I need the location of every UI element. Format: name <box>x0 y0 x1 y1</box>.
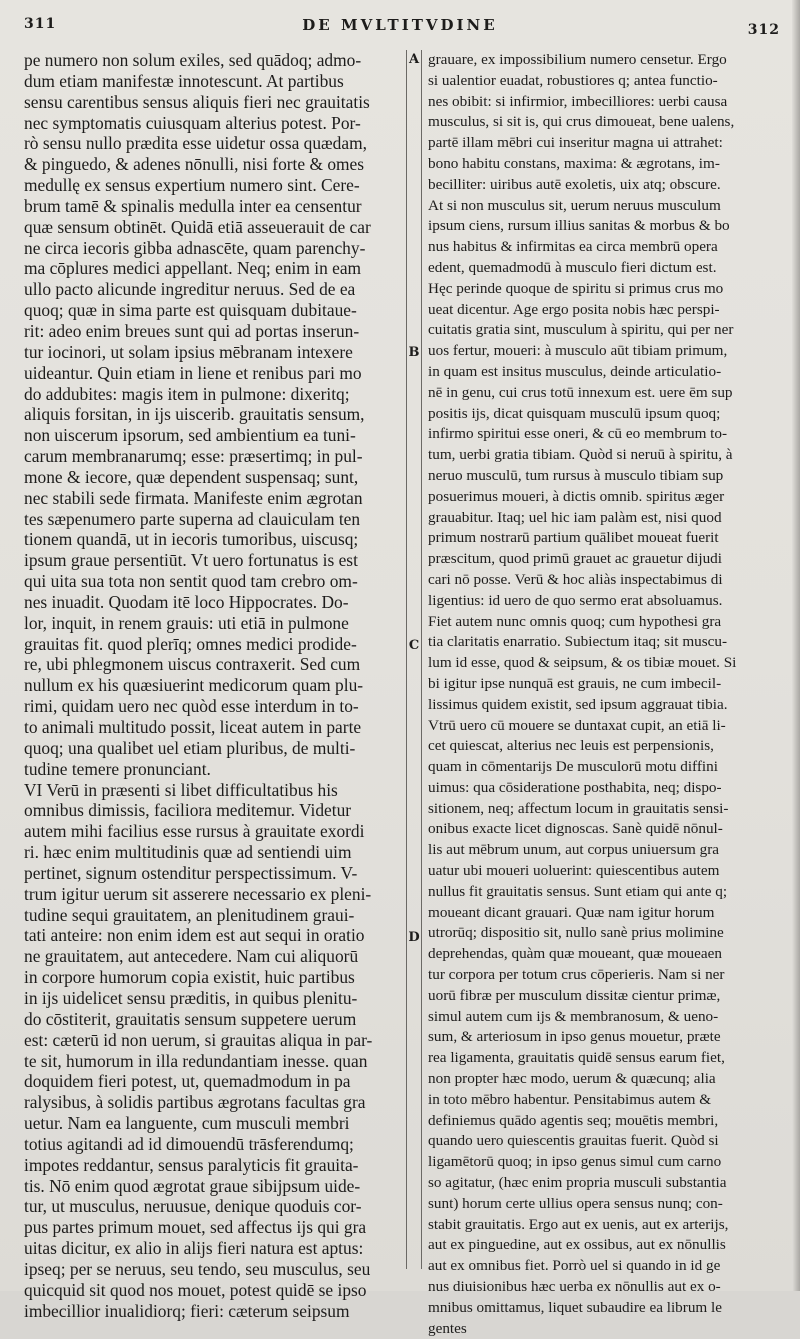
text-line: ullo pacto alicunde ingreditur neruus. Sed de ea <box>24 279 356 300</box>
text-line: neruo musculū, tum rursus à musculo tibiam sup <box>428 466 724 484</box>
text-line: imbecillior inualidiorq; fieri: cæterum seipsum <box>24 1300 350 1321</box>
text-line: præscitum, quod primū grauet ac grauetur dijudi <box>428 550 722 568</box>
text-line: moueant dicant grauari. Quæ nam igitur horum <box>428 903 715 921</box>
text-line: partē illam mēbri cui inseritur magna ui attrahet: <box>428 134 723 152</box>
running-title: DE MVLTITVDINE <box>302 16 498 34</box>
text-line: ipsum ciens, rursum illius sanitas & morbus & bo <box>428 217 730 235</box>
text-line: impotes reddantur, sensus paralyticis fit grauita- <box>24 1154 359 1175</box>
text-line: becilliter: uiribus autē exoletis, uix atq; obscure. <box>428 175 721 193</box>
text-line: tes sæpenumero parte superna ad clauiculam ten <box>24 508 361 529</box>
text-line: brum tamē & spinalis medulla inter ea censentur <box>24 195 362 216</box>
text-line: quoq; quæ in sima parte est quisquam dubitaue- <box>24 300 357 321</box>
text-line: in toto mēbro habentur. Pensitabimus autem & <box>428 1090 712 1108</box>
text-line: ligamētorū quoq; in ipso genus simul cum carno <box>428 1153 722 1171</box>
text-line: grauitas fit. quod plerīq; omnes medici prodide- <box>24 633 357 654</box>
text-line: est: cæterū id non uerum, si grauitas aliqua in par- <box>24 1029 373 1050</box>
text-line: ralysibus, à solidis partibus ægrotans facultas gra <box>24 1092 366 1113</box>
margin-marker-a: A <box>408 52 420 67</box>
text-line: mnibus omittamus, liquet subaudire ea librum le <box>428 1298 722 1316</box>
text-line: cari nō posse. Verū & hoc aliàs inspectabimus di <box>428 570 723 588</box>
text-line: quam in cōmentarijs De musculorū motu diffini <box>428 758 718 776</box>
text-line: posuerimus moueri, à dictis omnib. spiritus æger <box>428 487 725 505</box>
column-rule-left <box>406 50 407 1269</box>
text-line: rò sensu nullo prædita esse uidetur ossa quædam, <box>24 133 367 154</box>
text-line: totius agitandi ad id dimouendū trāsferendumq; <box>24 1133 354 1154</box>
text-line: quæ sensum obtinēt. Quidā etiā asseuerauit de car <box>24 216 371 237</box>
text-line: to animali multitudo possit, liceat autem in parte <box>24 717 362 737</box>
text-line: tati anteire: non enim idem est aut sequi in oratio <box>24 925 365 946</box>
text-line: aut ex omnibus fiet. Porrò uel si quando in id ge <box>428 1257 721 1275</box>
text-line: omnibus dimissis, faciliora meditemur. Videtur <box>24 800 352 821</box>
text-line: rit: adeo enim breues sunt qui ad portas inserun- <box>24 320 360 341</box>
text-line: pe numero non solum exiles, sed quādoq; admo- <box>24 50 362 70</box>
text-line: ma cōplures medici appellant. Neq; enim in eam <box>24 258 362 279</box>
right-text-column <box>428 50 788 1339</box>
text-line: utrorūq; dispositio sit, nullo sanè prius molimine <box>428 924 724 942</box>
text-line: infirmo spiritui esse oneri, & cū eo membrum to- <box>428 425 728 443</box>
margin-marker-c: C <box>408 638 420 653</box>
text-line: quicquid sit quod nos mouet, potest quidē se ipso <box>24 1279 367 1300</box>
text-line: ne circa iecoris gibba adnascēte, quam parenchy- <box>24 237 366 258</box>
text-line: & pinguedo, & adenes nōnulli, nisi forte & omes <box>24 154 365 175</box>
text-line: rimi, quidam uero nec quòd esse interdum in to- <box>24 696 359 717</box>
page-edge-shadow <box>792 0 800 1291</box>
text-line: pus partes primum mouet, sed affectus ijs qui gra <box>24 1217 367 1238</box>
text-line: bono habitu constans, maxima: & ægrotans, im- <box>428 154 720 172</box>
text-line: autem mihi facilius esse rursus à grauitate exordi <box>24 821 365 842</box>
text-line: medullę ex sensus expertium numero sint. Cere- <box>24 175 360 196</box>
text-line: quoq; una qualibet uel etiam pluribus, de multi- <box>24 737 356 758</box>
margin-marker-b: B <box>408 345 420 360</box>
text-line: simul autem cum ijs & membranosum, & ueno- <box>428 1007 719 1025</box>
text-line: in corpore humorum copia existit, huic partibus <box>24 967 355 988</box>
text-line: nullum ex his quæsiuerint medicorum quam plu- <box>24 675 364 696</box>
text-line: dum etiam manifestæ innotescunt. At partibus <box>24 70 344 91</box>
text-line: in ijs uidelicet sensu præditis, in quibus plenitu- <box>24 987 358 1008</box>
text-line: si ualentior euadat, robustiores q; antea functio- <box>428 71 718 89</box>
text-line: musculus, si sit is, qui crus dimoueat, bene ualens, <box>428 113 735 131</box>
text-line: re, ubi phlegmonem uiscus contraxerit. Sed cum <box>24 654 361 675</box>
text-line: carum membranarumq; esse: præsertimq; in pul- <box>24 446 363 467</box>
text-line: positis ijs, dicat quisquam musculū ipsum quoq; <box>428 404 721 422</box>
text-line: tur, ut musculus, neruusue, denique quoduis cor- <box>24 1196 362 1217</box>
margin-marker-d: D <box>408 930 420 945</box>
text-line: in quam est insitus musculus, deinde articulatio- <box>428 362 722 380</box>
text-line: Fiet autem nunc omnis quoq; cum hypothesi gra <box>428 612 722 630</box>
text-line: uetur. Nam ea languente, cum musculi membri <box>24 1113 350 1134</box>
text-line: tur iocinori, ut solam ipsius mēbranam intexere <box>24 341 353 362</box>
text-line: cuitatis gratia sint, musculum à spiritu, qui per ner <box>428 321 734 339</box>
text-line: sensu carentibus sensus aliquis fieri nec grauitatis <box>24 91 370 112</box>
text-line: non uiscerum ipsorum, sed ambientium ea tuni- <box>24 425 356 446</box>
text-line: aut ex pinguedine, aut ex ossibus, aut ex nōnullis <box>428 1236 726 1254</box>
text-line: doquidem fieri potest, ut, quemadmodum in pa <box>24 1071 351 1092</box>
text-line: uorū fibræ per musculum dissitæ cientur primæ, <box>428 986 721 1004</box>
right-page-number: 312 <box>747 22 780 38</box>
text-line: cet quiescat, alterius nec leuis est perpensionis, <box>428 737 714 755</box>
text-line: sum, & arteriosum in ipso genus mouetur, præte <box>428 1028 721 1046</box>
text-line: At si non musculus sit, uerum neruus musculum <box>428 196 721 214</box>
text-line: sitionem, neq; affectum locum in grauitatis sensi- <box>428 799 729 817</box>
text-line: nec symptomatis cuiusquam alterius potest. Por- <box>24 112 361 133</box>
text-line: uideantur. Quin etiam in liene et renibus pari mo <box>24 362 362 383</box>
column-rule-right <box>421 50 422 1269</box>
text-line: Hęc perinde quoque de spiritu si primus crus mo <box>428 279 724 297</box>
text-line: so agitatur, (hæc enim propria musculi substantia <box>428 1174 727 1192</box>
text-line: nus diuisionibus hæc uerba ex nōnullis aut ex o- <box>428 1278 721 1296</box>
text-line: definiemus quādo agentis seq; mouētis membri, <box>428 1111 719 1129</box>
text-line: tum, uerbi gratia tibiam. Quòd si neruū à spiritu, à <box>428 446 733 464</box>
text-line: uitas dicitur, ex alio in alijs fieri natura est aptus: <box>24 1238 364 1259</box>
text-line: te sit, humorum in illa redundantiam inesse. quan <box>24 1050 368 1071</box>
text-line: uatur ubi moueri uoluerint: quiescentibus autem <box>428 862 720 880</box>
text-line: tionem quandā, ut in iecoris tumoribus, uiscusq; <box>24 529 359 550</box>
text-line: onibus exacte licet dignoscas. Sanè quidē nōnul- <box>428 820 723 838</box>
text-line: nē in genu, cui crus totū innexum est. uere ēm sup <box>428 383 733 401</box>
text-line: edent, quemadmodū à musculo fieri dictum est. <box>428 258 717 276</box>
text-line: qui uita sua tota non sentit quod tam crebro om- <box>24 571 358 592</box>
text-line: ri. hæc enim multitudinis quæ ad sentiendi uim <box>24 842 352 863</box>
text-line: tudine temere pronunciant. <box>24 758 211 779</box>
text-line: lum id esse, quod & seipsum, & os tibiæ mouet. Si <box>428 654 737 672</box>
text-line: quando uero quiescentis grauitas fuerit. Quòd si <box>428 1132 719 1150</box>
text-line: mone & iecore, quæ dependent suspensaq; sunt, <box>24 466 359 487</box>
text-line: do addubites: magis item in pulmone: dixeritq; <box>24 383 350 404</box>
text-line: lissimus quidem existit, sed ipsum aggrauat tibia. <box>428 695 728 713</box>
text-line: bi igitur ipse nunquā est grauis, ne cum imbecil- <box>428 674 722 692</box>
text-line: uimus: qua cōsideratione posthabita, neq; dispo- <box>428 778 722 796</box>
text-line: ne grauitatem, aut antecedere. Nam cui aliquorū <box>24 946 359 967</box>
text-line: deprehendas, quàm quæ moueant, quæ moueaen <box>428 945 722 963</box>
text-line: ipseq; per se neruus, seu tendo, seu musculus, seu <box>24 1258 371 1279</box>
text-line: ipsum graue persentiūt. Vt uero fortunatus is est <box>24 550 358 571</box>
text-line: grauabitur. Itaq; uel hic iam palàm est, nisi quod <box>428 508 722 526</box>
text-line: sunt) horum certe ullius opera sensus nunq; con- <box>428 1194 723 1212</box>
text-line: tudine sequi grauitatem, an plenitudinem graui- <box>24 904 355 925</box>
text-line: nec stabili sede firmata. Manifeste enim ægrotan <box>24 487 363 508</box>
text-line: rea ligamenta, grauitatis quidē sensus earum fiet, <box>428 1049 725 1067</box>
text-line: nes inuadit. Quodam itē loco Hippocrates. Do- <box>24 591 349 612</box>
text-line: ligentius: id uero de quo sermo erat absoluamus. <box>428 591 723 609</box>
text-line: lis aut mēbrum unum, aut corpus uniuersum gra <box>428 841 720 859</box>
text-line: nullus fit grauitatis sensus. Sunt etiam qui ante q; <box>428 882 728 900</box>
text-line: do cōstiterit, grauitatis sensum suppetere uerum <box>24 1008 357 1029</box>
text-line: uos fertur, moueri: à musculo aūt tibiam primum, <box>428 342 728 360</box>
text-line: primum nostrarū partium quālibet moueat fuerit <box>428 529 719 547</box>
text-line: grauare, ex impossibilium numero censetur. Ergo <box>428 51 727 68</box>
text-line: nes obibit: si infirmior, imbecilliores: uerbi causa <box>428 92 728 110</box>
text-line: nus habitus & infirmitas ea circa membrū opera <box>428 238 718 256</box>
text-line: stabit grauitatis. Ergo aut ex uenis, aut ex arterijs, <box>428 1215 729 1233</box>
text-line: tis. Nō enim quod ægrotat graue sibijpsum uide- <box>24 1175 361 1196</box>
text-line: tur corpora per totum crus cōperieris. Nam si ner <box>428 966 725 984</box>
text-line: ueat dicentur. Age ergo posita nobis hæc perspi- <box>428 300 720 318</box>
text-line: pertinet, signum ostenditur perspectissimum. V- <box>24 862 358 883</box>
text-line: gentes <box>428 1319 467 1337</box>
text-line: Vtrū uero cū mouere se duntaxat cupit, an etiā li- <box>428 716 726 734</box>
text-line: aliquis forsitan, in ijs uiscerib. grauitatis sensum, <box>24 404 365 425</box>
text-line: trum igitur uerum sit asserere necessario ex pleni- <box>24 883 372 904</box>
text-line: lor, inquit, in renem grauis: uti etiā in pulmone <box>24 612 349 633</box>
left-text-column <box>24 50 400 1321</box>
left-page-number: 311 <box>24 16 57 32</box>
text-line: VI Verū in præsenti si libet difficultatibus his <box>24 779 338 800</box>
text-line: tia claritatis enarratio. Subiectum itaq; sit muscu- <box>428 633 728 651</box>
text-line: non propter hæc modo, uerum & quæcunq; alia <box>428 1070 716 1088</box>
